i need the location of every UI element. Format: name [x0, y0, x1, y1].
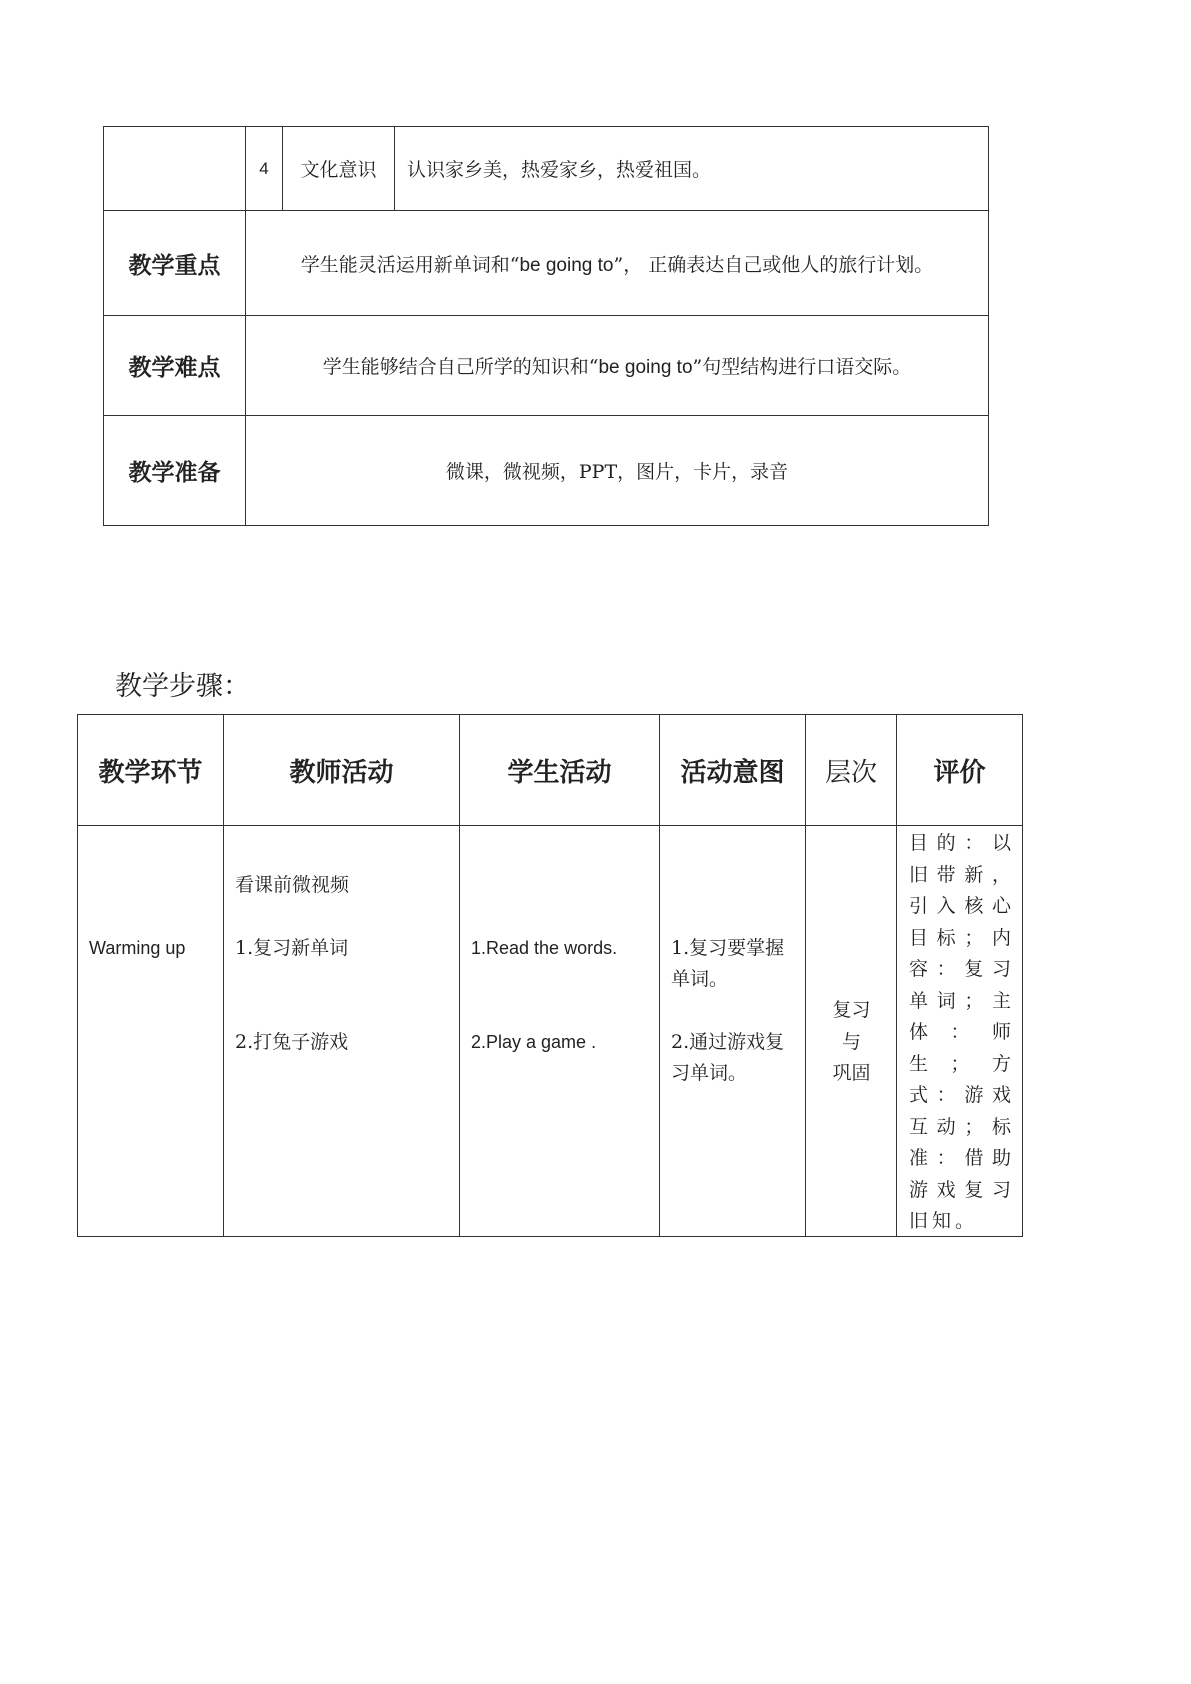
difficulties-label: 教学难点 — [104, 316, 246, 416]
purpose-cell — [660, 826, 806, 1237]
header-teacher-activity: 教师活动 — [224, 715, 460, 826]
purpose-2-line1: 2.通过游戏复 — [671, 1031, 785, 1053]
teacher-intro: 看课前微视频 — [235, 874, 350, 896]
header-purpose: 活动意图 — [660, 715, 806, 826]
table-row — [104, 316, 989, 416]
table-header-row — [78, 715, 1023, 826]
teacher-step-2: 2.打兔子游戏 — [235, 1031, 349, 1053]
lesson-overview-table — [103, 126, 989, 526]
teacher-activity-cell — [224, 826, 460, 1237]
student-step-2: 2.Play a game . — [471, 1032, 597, 1052]
steps-title: 教学步骤： — [115, 671, 250, 702]
level-line-3: 巩固 — [832, 1062, 871, 1084]
header-evaluation: 评价 — [897, 715, 1023, 826]
key-points-text: 学生能灵活运用新单词和“be going to”， 正确表达自己或他人的旅行计划。 — [246, 211, 989, 316]
teaching-steps-table — [77, 714, 1023, 1237]
header-stage: 教学环节 — [78, 715, 224, 826]
table-row — [78, 826, 1023, 1237]
difficulties-text: 学生能够结合自己所学的知识和“be going to”句型结构进行口语交际。 — [246, 316, 989, 416]
table-row — [104, 416, 989, 526]
level-line-2: 与 — [841, 1031, 861, 1053]
student-step-1: 1.Read the words. — [471, 938, 618, 958]
purpose-1-line2: 单词。 — [671, 968, 729, 990]
key-points-label: 教学重点 — [104, 211, 246, 316]
evaluation-cell — [897, 826, 1023, 1237]
purpose-1-line1: 1.复习要掌握 — [671, 937, 785, 959]
preparation-text: 微课，微视频，PPT，图片，卡片，录音 — [246, 416, 989, 526]
table-row — [104, 127, 989, 211]
header-student-activity: 学生活动 — [460, 715, 660, 826]
goal-number: 4 — [246, 127, 283, 211]
header-level: 层次 — [806, 715, 897, 826]
level-cell — [806, 826, 897, 1237]
goal-category: 文化意识 — [283, 127, 395, 211]
level-line-1: 复习 — [832, 999, 871, 1021]
stage-cell — [78, 826, 224, 1237]
purpose-2-line2: 习单词。 — [671, 1062, 748, 1084]
stage-name: Warming up — [89, 938, 186, 958]
preparation-label: 教学准备 — [104, 416, 246, 526]
goal-text: 认识家乡美，热爱家乡，热爱祖国。 — [395, 127, 989, 211]
teacher-step-1: 1.复习新单词 — [235, 937, 349, 959]
table-row — [104, 211, 989, 316]
student-activity-cell — [460, 826, 660, 1237]
empty-cell — [104, 127, 246, 211]
evaluation-text: 目的：以旧带新，引入核心目标；内容：复习单词；主体：师生；方式：游戏互动；标准：借助游戏复习旧知。 — [909, 832, 1015, 1232]
